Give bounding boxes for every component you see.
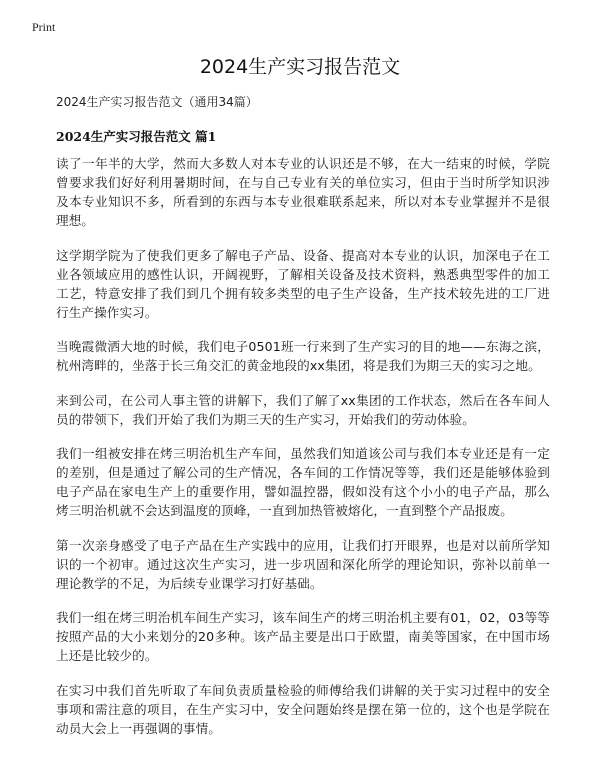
print-link[interactable]: Print <box>32 20 56 34</box>
page-title: 2024生产实习报告范文 <box>199 56 401 78</box>
article-body <box>56 154 550 753</box>
paragraph: 我们一组被安排在烤三明治机生产车间，虽然我们知道该公司与我们本专业还是有一定的差别，但是通过了解公司的生产情况，各车间的工作情况等等，我们还是能够体验到电子产品在家电生产上的重要作用，譬如温控器，假如没有这个小小的电子产品，那么烤三明治机就不会达到温度的顶峰，一直到加热管被熔化，一直到整个产品报废。 <box>56 446 550 518</box>
paragraph: 这学期学院为了使我们更多了解电子产品、设备、提高对本专业的认识，加深电子在工业各领域应用的感性认识，开阔视野，了解相关设备及技术资料，熟悉典型零件的加工工艺，特意安排了我们到几个拥有较多类型的电子生产设备，生产技术较先进的工厂进行生产操作实习。 <box>56 247 550 320</box>
document-subtitle: 2024生产实习报告范文（通用34篇） <box>56 95 258 109</box>
paragraph: 来到公司，在公司人事主管的讲解下，我们了解了xx集团的工作状态，然后在各车间人员的带领下，我们开始了我们为期三天的生产实习，开始我们的劳动体验。 <box>56 392 550 427</box>
paragraph: 第一次亲身感受了电子产品在生产实践中的应用，让我们打开眼界，也是对以前所学知识的一个初审。通过这次生产实习，进一步巩固和深化所学的理论知识，弥补以前单一理论教学的不足，为后续专业课学习打好基础。 <box>56 537 550 591</box>
section-heading: 2024生产实习报告范文 篇1 <box>56 129 217 144</box>
paragraph: 当晚霞微洒大地的时候，我们电子0501班一行来到了生产实习的目的地——东海之滨，杭州湾畔的，坐落于长三角交汇的黄金地段的xx集团，将是我们为期三天的实习之地。 <box>56 339 550 373</box>
paragraph: 在实习中我们首先听取了车间负责质量检验的师傅给我们讲解的关于实习过程中的安全事项和需注意的项目，在生产实习中，安全问题始终是摆在第一位的，这个也是学院在动员大会上一再强调的事情。 <box>56 682 550 736</box>
paragraph: 读了一年半的大学，然而大多数人对本专业的认识还是不够，在大一结束的时候，学院曾要求我们好好利用暑期时间，在与自己专业有关的单位实习，但由于当时所学知识涉及本专业知识不多，所看到的东西与本专业很难联系起来，所以对本专业掌握并不是很理想。 <box>56 156 550 228</box>
paragraph: 我们一组在烤三明治机车间生产实习，该车间生产的烤三明治机主要有01，02，03等等按照产品的大小来划分的20多种。该产品主要是出口于欧盟，南美等国家，在中国市场上还是比较少的。 <box>56 610 550 663</box>
